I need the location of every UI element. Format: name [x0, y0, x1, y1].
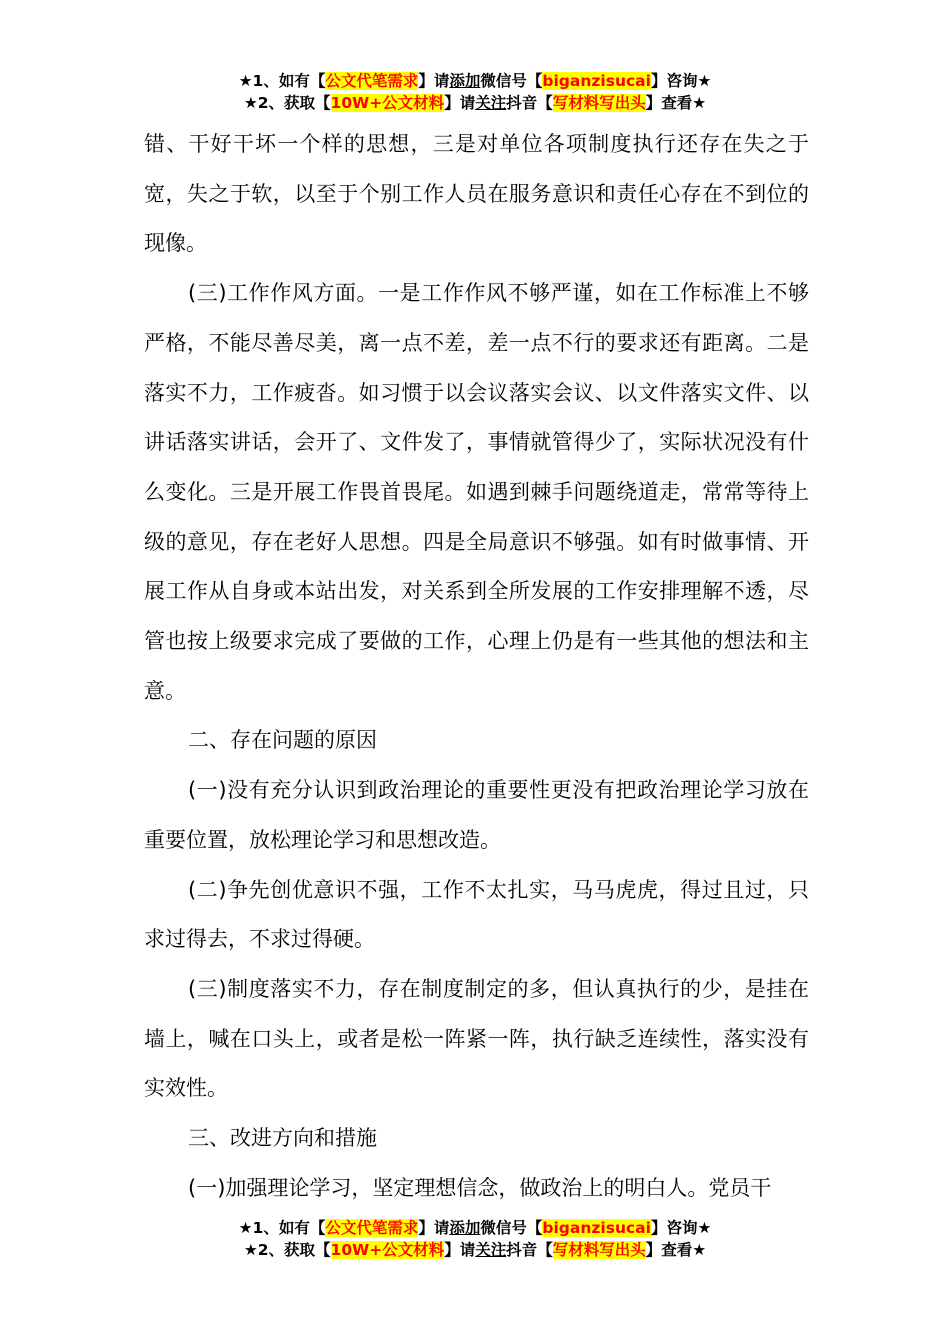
banner-highlight: 公文代笔需求 — [325, 1219, 419, 1237]
banner-highlight: 写材料写出头 — [552, 1241, 646, 1259]
banner-highlight: 公文代笔需求 — [325, 72, 419, 90]
banner-line-1 — [0, 70, 950, 92]
banner-underlined: 添加 — [449, 1219, 481, 1237]
paragraph: 错、干好干坏一个样的思想，三是对单位各项制度执行还存在失之于宽，失之于软，以至于个别工作人员在服务意识和责任心存在不到位的现像。 — [144, 132, 809, 256]
banner-text: 微信号【 — [480, 72, 543, 90]
document-body — [144, 120, 809, 1213]
banner-highlight: biganzisucai — [542, 72, 651, 90]
banner-text: 】请 — [418, 72, 450, 90]
banner-text: 】咨询 — [650, 1219, 698, 1237]
banner-text: 】查看 — [645, 1241, 693, 1259]
banner-text: 】请 — [418, 1219, 450, 1237]
star-icon: ★ — [692, 94, 707, 112]
banner-underlined: 添加 — [449, 72, 481, 90]
banner-highlight: 10W+公文材料 — [330, 94, 445, 112]
star-icon: ★ — [697, 72, 712, 90]
banner-line-1 — [0, 1217, 950, 1239]
paragraph: (一)没有充分认识到政治理论的重要性更没有把政治理论学习放在重要位置，放松理论学习和思想改造。 — [144, 778, 809, 852]
footer-banner — [0, 1217, 950, 1261]
banner-text: 1、如有【 — [252, 1219, 326, 1237]
star-icon: ★ — [243, 94, 258, 112]
banner-underlined: 关注 — [475, 94, 507, 112]
header-banner — [0, 70, 950, 114]
banner-underlined: 关注 — [475, 1241, 507, 1259]
banner-line-2 — [0, 92, 950, 114]
banner-text: 抖音【 — [506, 94, 553, 112]
banner-text: 1、如有【 — [252, 72, 326, 90]
banner-highlight: 写材料写出头 — [552, 94, 646, 112]
paragraph: (三)工作作风方面。一是工作作风不够严谨，如在工作标准上不够严格，不能尽善尽美，离一点不差，差一点不行的要求还有距离。二是落实不力，工作疲沓。如习惯于以会议落实会议、以文件落实文件、以讲话落实讲话，会开了、文件发了，事情就管得少了，实际状况没有什么变化。三是开展工作畏首畏尾。如遇到棘手问题绕道走，常常等待上级的意见，存在老好人思想。四是全局意识不够强。如有时做事情、开展工作从自身或本站出发，对关系到全所发展的工作安排理解不透，尽管也按上级要求完成了要做的工作，心理上仍是有一些其他的想法和主意。 — [144, 281, 809, 703]
paragraph: (一)加强理论学习，坚定理想信念，做政治上的明白人。党员干 — [188, 1175, 772, 1200]
star-icon: ★ — [238, 1219, 253, 1237]
star-icon: ★ — [238, 72, 253, 90]
banner-text: 抖音【 — [506, 1241, 553, 1259]
banner-text: 】查看 — [645, 94, 693, 112]
banner-highlight: 10W+公文材料 — [330, 1241, 445, 1259]
banner-text: 】请 — [444, 1241, 476, 1259]
banner-line-2 — [0, 1239, 950, 1261]
banner-text: 2、获取【 — [257, 1241, 331, 1259]
banner-text: 微信号【 — [480, 1219, 543, 1237]
section-heading: 二、存在问题的原因 — [188, 728, 377, 753]
paragraph: (二)争先创优意识不强，工作不太扎实，马马虎虎，得过且过，只求过得去，不求过得硬。 — [144, 877, 809, 952]
banner-text: 2、获取【 — [257, 94, 331, 112]
section-heading: 三、改进方向和措施 — [188, 1126, 377, 1151]
banner-text: 】请 — [444, 94, 476, 112]
banner-text: 】咨询 — [650, 72, 698, 90]
paragraph: (三)制度落实不力，存在制度制定的多，但认真执行的少，是挂在墙上，喊在口头上，或者是松一阵紧一阵，执行缺乏连续性，落实没有实效性。 — [144, 976, 809, 1101]
star-icon: ★ — [692, 1241, 707, 1259]
star-icon: ★ — [243, 1241, 258, 1259]
banner-highlight: biganzisucai — [542, 1219, 651, 1237]
star-icon: ★ — [697, 1219, 712, 1237]
